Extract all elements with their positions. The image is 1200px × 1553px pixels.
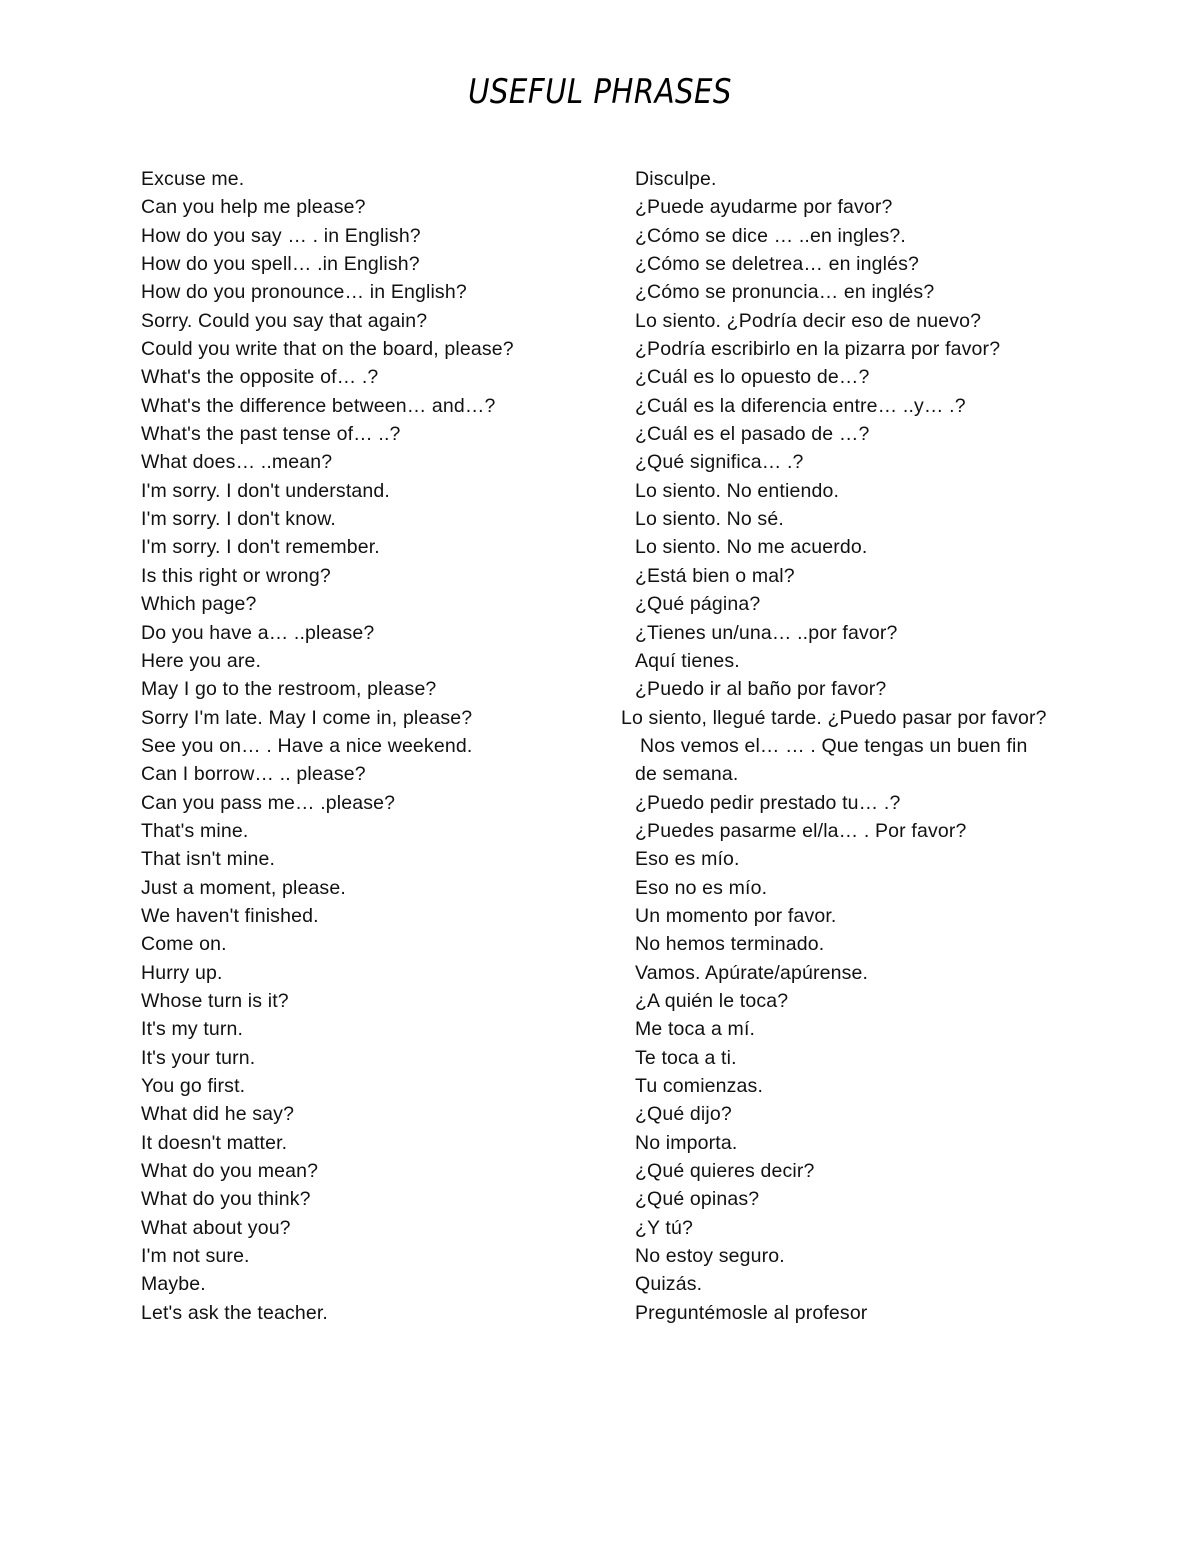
english-phrase: Excuse me. (141, 168, 245, 190)
spanish-phrase: ¿Puedo ir al baño por favor? (635, 678, 887, 701)
spanish-phrase: ¿Podría escribirlo en la pizarra por favor? (635, 338, 1001, 361)
spanish-phrase: Lo siento. No entiendo. (635, 479, 840, 502)
english-phrase: Can you pass me… .please? (141, 791, 396, 814)
spanish-phrase: ¿Cuál es la diferencia entre… ..y… .? (635, 394, 966, 417)
spanish-phrase: ¿Qué página? (635, 593, 761, 616)
english-phrase: What do you mean? (141, 1160, 319, 1183)
spanish-phrase: ¿Qué quieres decir? (635, 1160, 815, 1183)
spanish-phrase: Lo siento. No me acuerdo. (635, 536, 868, 559)
english-phrase: What do you think? (141, 1188, 311, 1211)
spanish-phrase: ¿Está bien o mal? (635, 564, 795, 587)
spanish-phrase: de semana. (635, 763, 739, 786)
english-phrase: I'm sorry. I don't understand. (141, 479, 390, 502)
spanish-phrase: Lo siento. ¿Podría decir eso de nuevo? (635, 309, 982, 332)
spanish-phrase: ¿Cómo se dice … ..en ingles?. (635, 224, 906, 247)
english-phrase: We haven't finished. (141, 904, 319, 927)
english-phrase: Do you have a… ..please? (141, 621, 375, 644)
english-phrase: Hurry up. (141, 961, 223, 984)
spanish-phrase: Un momento por favor. (635, 904, 837, 927)
english-phrase: That's mine. (141, 819, 249, 842)
english-phrase: Could you write that on the board, please? (141, 338, 514, 361)
spanish-phrase: ¿Y tú? (635, 1216, 693, 1239)
english-phrase: Can I borrow… .. please? (141, 763, 366, 786)
english-phrase: That isn't mine. (141, 848, 276, 871)
spanish-phrase: ¿A quién le toca? (635, 989, 789, 1012)
english-phrase: I'm sorry. I don't remember. (141, 536, 380, 559)
spanish-phrase: Eso es mío. (635, 848, 740, 871)
spanish-phrase: ¿Tienes un/una… ..por favor? (635, 621, 898, 644)
spanish-phrase: Aquí tienes. (635, 649, 740, 672)
english-phrase: Which page? (141, 593, 257, 616)
spanish-phrase: Lo siento. No sé. (635, 508, 784, 531)
english-phrase: Is this right or wrong? (141, 564, 331, 587)
english-phrase: What's the difference between… and…? (141, 394, 496, 417)
spanish-phrase: ¿Puedes pasarme el/la… . Por favor? (635, 819, 967, 842)
spanish-phrase: Quizás. (635, 1273, 703, 1296)
page-title: USEFUL PHRASES (468, 72, 732, 112)
spanish-phrase: ¿Cuál es el pasado de …? (635, 423, 870, 446)
spanish-phrase: ¿Qué opinas? (635, 1188, 760, 1211)
spanish-phrase: ¿Cómo se deletrea… en inglés? (635, 253, 919, 276)
english-phrase: Just a moment, please. (141, 876, 346, 899)
english-phrase: Maybe. (141, 1273, 206, 1296)
spanish-phrase: Preguntémosle al profesor (635, 1301, 868, 1324)
spanish-phrase: ¿Puedo pedir prestado tu… .? (635, 791, 901, 814)
english-phrases-column (141, 165, 611, 1327)
english-phrase: I'm sorry. I don't know. (141, 508, 336, 531)
spanish-phrase: Disculpe. (635, 168, 717, 190)
spanish-phrase: ¿Qué significa… .? (635, 451, 804, 474)
spanish-phrase: Nos vemos el… … . Que tengas un buen fin (640, 734, 1028, 757)
spanish-phrase: Lo siento, llegué tarde. ¿Puedo pasar por favor? (621, 706, 1047, 729)
spanish-phrase: ¿Qué dijo? (635, 1103, 732, 1126)
english-phrase: See you on… . Have a nice weekend. (141, 734, 473, 757)
english-phrase: What's the past tense of… ..? (141, 423, 401, 446)
spanish-phrase: ¿Puede ayudarme por favor? (635, 196, 893, 219)
english-phrase: Come on. (141, 933, 227, 956)
spanish-phrases-column (621, 165, 1095, 1327)
english-phrase: What's the opposite of… .? (141, 366, 379, 389)
english-phrase: Sorry I'm late. May I come in, please? (141, 706, 473, 729)
english-phrase: May I go to the restroom, please? (141, 678, 437, 701)
english-phrase: What does… ..mean? (141, 451, 333, 474)
english-phrase: It doesn't matter. (141, 1131, 288, 1154)
english-phrase: Sorry. Could you say that again? (141, 309, 428, 332)
english-phrase: Can you help me please? (141, 196, 366, 219)
english-phrase: Let's ask the teacher. (141, 1301, 328, 1324)
spanish-phrase: Tu comienzas. (635, 1075, 764, 1097)
english-phrase: Here you are. (141, 649, 262, 672)
english-phrase: It's your turn. (141, 1046, 256, 1069)
english-phrase: You go first. (141, 1075, 246, 1097)
english-phrase: I'm not sure. (141, 1245, 250, 1268)
english-phrase: What did he say? (141, 1103, 295, 1126)
spanish-phrase: No hemos terminado. (635, 933, 825, 956)
english-phrase: How do you say … . in English? (141, 224, 421, 247)
spanish-phrase: Me toca a mí. (635, 1018, 756, 1041)
spanish-phrase: Vamos. Apúrate/apúrense. (635, 961, 869, 984)
english-phrase: How do you pronounce… in English? (141, 281, 467, 304)
spanish-phrase: No importa. (635, 1131, 738, 1154)
spanish-phrase: No estoy seguro. (635, 1245, 785, 1268)
english-phrase: How do you spell… .in English? (141, 253, 420, 276)
english-phrase: What about you? (141, 1216, 291, 1239)
spanish-phrase: ¿Cómo se pronuncia… en inglés? (635, 281, 935, 304)
spanish-phrase: Eso no es mío. (635, 876, 768, 899)
english-phrase: It's my turn. (141, 1018, 244, 1041)
spanish-phrase: ¿Cuál es lo opuesto de…? (635, 366, 870, 389)
spanish-phrase: Te toca a ti. (635, 1046, 737, 1069)
english-phrase: Whose turn is it? (141, 989, 289, 1012)
